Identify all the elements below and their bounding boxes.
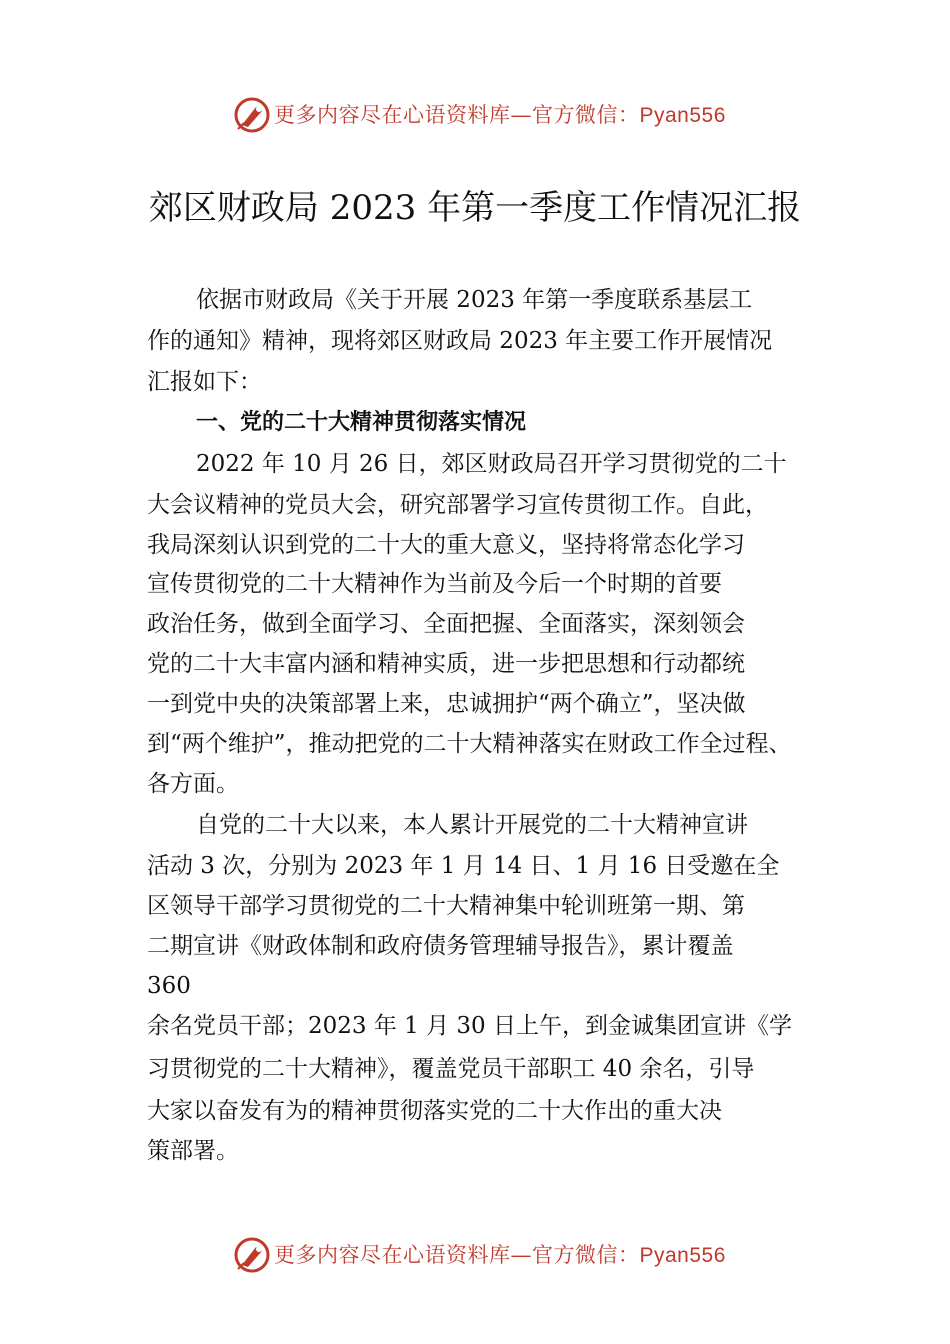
watermark-label: 更多内容尽在心语资料库—官方微信：	[274, 1243, 640, 1267]
para1-line: 我局深刻认识到党的二十大的重大意义，坚持将常态化学习	[147, 532, 745, 558]
pen-nib-logo-icon	[232, 1235, 272, 1275]
para2-line: 区领导干部学习贯彻党的二十大精神集中轮训班第一期、第	[147, 893, 745, 919]
intro-line: 依据市财政局《关于开展 2023 年第一季度联系基层工	[196, 287, 753, 313]
para2-line: 360	[147, 973, 191, 999]
section-heading: 一、党的二十大精神贯彻落实情况	[196, 410, 527, 435]
para1-line: 大会议精神的党员大会，研究部署学习宣传贯彻工作。自此，	[147, 492, 768, 518]
intro-line: 汇报如下：	[147, 369, 262, 395]
watermark-label: 更多内容尽在心语资料库—官方微信：	[274, 103, 640, 127]
watermark-text	[274, 1241, 726, 1270]
watermark-handle: Pyan556	[639, 1244, 726, 1267]
para1-line: 党的二十大丰富内涵和精神实质，进一步把思想和行动都统	[147, 651, 745, 677]
para1-line: 2022 年 10 月 26 日，郊区财政局召开学习贯彻党的二十	[196, 451, 787, 477]
watermark-banner-bottom	[0, 1233, 950, 1277]
watermark-handle: Pyan556	[639, 104, 726, 127]
para2-line: 习贯彻党的二十大精神》，覆盖党员干部职工 40 余名，引导	[147, 1056, 755, 1082]
para1-line: 各方面。	[147, 771, 239, 797]
pen-nib-logo-icon	[232, 95, 272, 135]
para2-line: 余名党员干部；2023 年 1 月 30 日上午，到金诚集团宣讲《学	[147, 1013, 792, 1039]
para1-line: 宣传贯彻党的二十大精神作为当前及今后一个时期的首要	[147, 571, 722, 597]
watermark-banner-top	[0, 93, 950, 137]
para2-line: 大家以奋发有为的精神贯彻落实党的二十大作出的重大决	[147, 1098, 722, 1124]
para1-line: 政治任务，做到全面学习、全面把握、全面落实，深刻领会	[147, 611, 745, 637]
document-title: 郊区财政局 2023 年第一季度工作情况汇报	[148, 188, 802, 228]
para2-line: 自党的二十大以来，本人累计开展党的二十大精神宣讲	[196, 812, 748, 838]
para2-line: 活动 3 次，分别为 2023 年 1 月 14 日、1 月 16 日受邀在全	[147, 853, 780, 879]
para1-line: 一到党中央的决策部署上来，忠诚拥护“两个确立”，坚决做	[147, 691, 746, 717]
para2-line: 二期宣讲《财政体制和政府债务管理辅导报告》，累计覆盖	[147, 933, 734, 959]
watermark-text	[274, 101, 726, 130]
intro-line: 作的通知》精神，现将郊区财政局 2023 年主要工作开展情况	[147, 328, 773, 354]
para2-line: 策部署。	[147, 1138, 239, 1164]
para1-line: 到“两个维护”，推动把党的二十大精神落实在财政工作全过程、	[147, 731, 792, 757]
